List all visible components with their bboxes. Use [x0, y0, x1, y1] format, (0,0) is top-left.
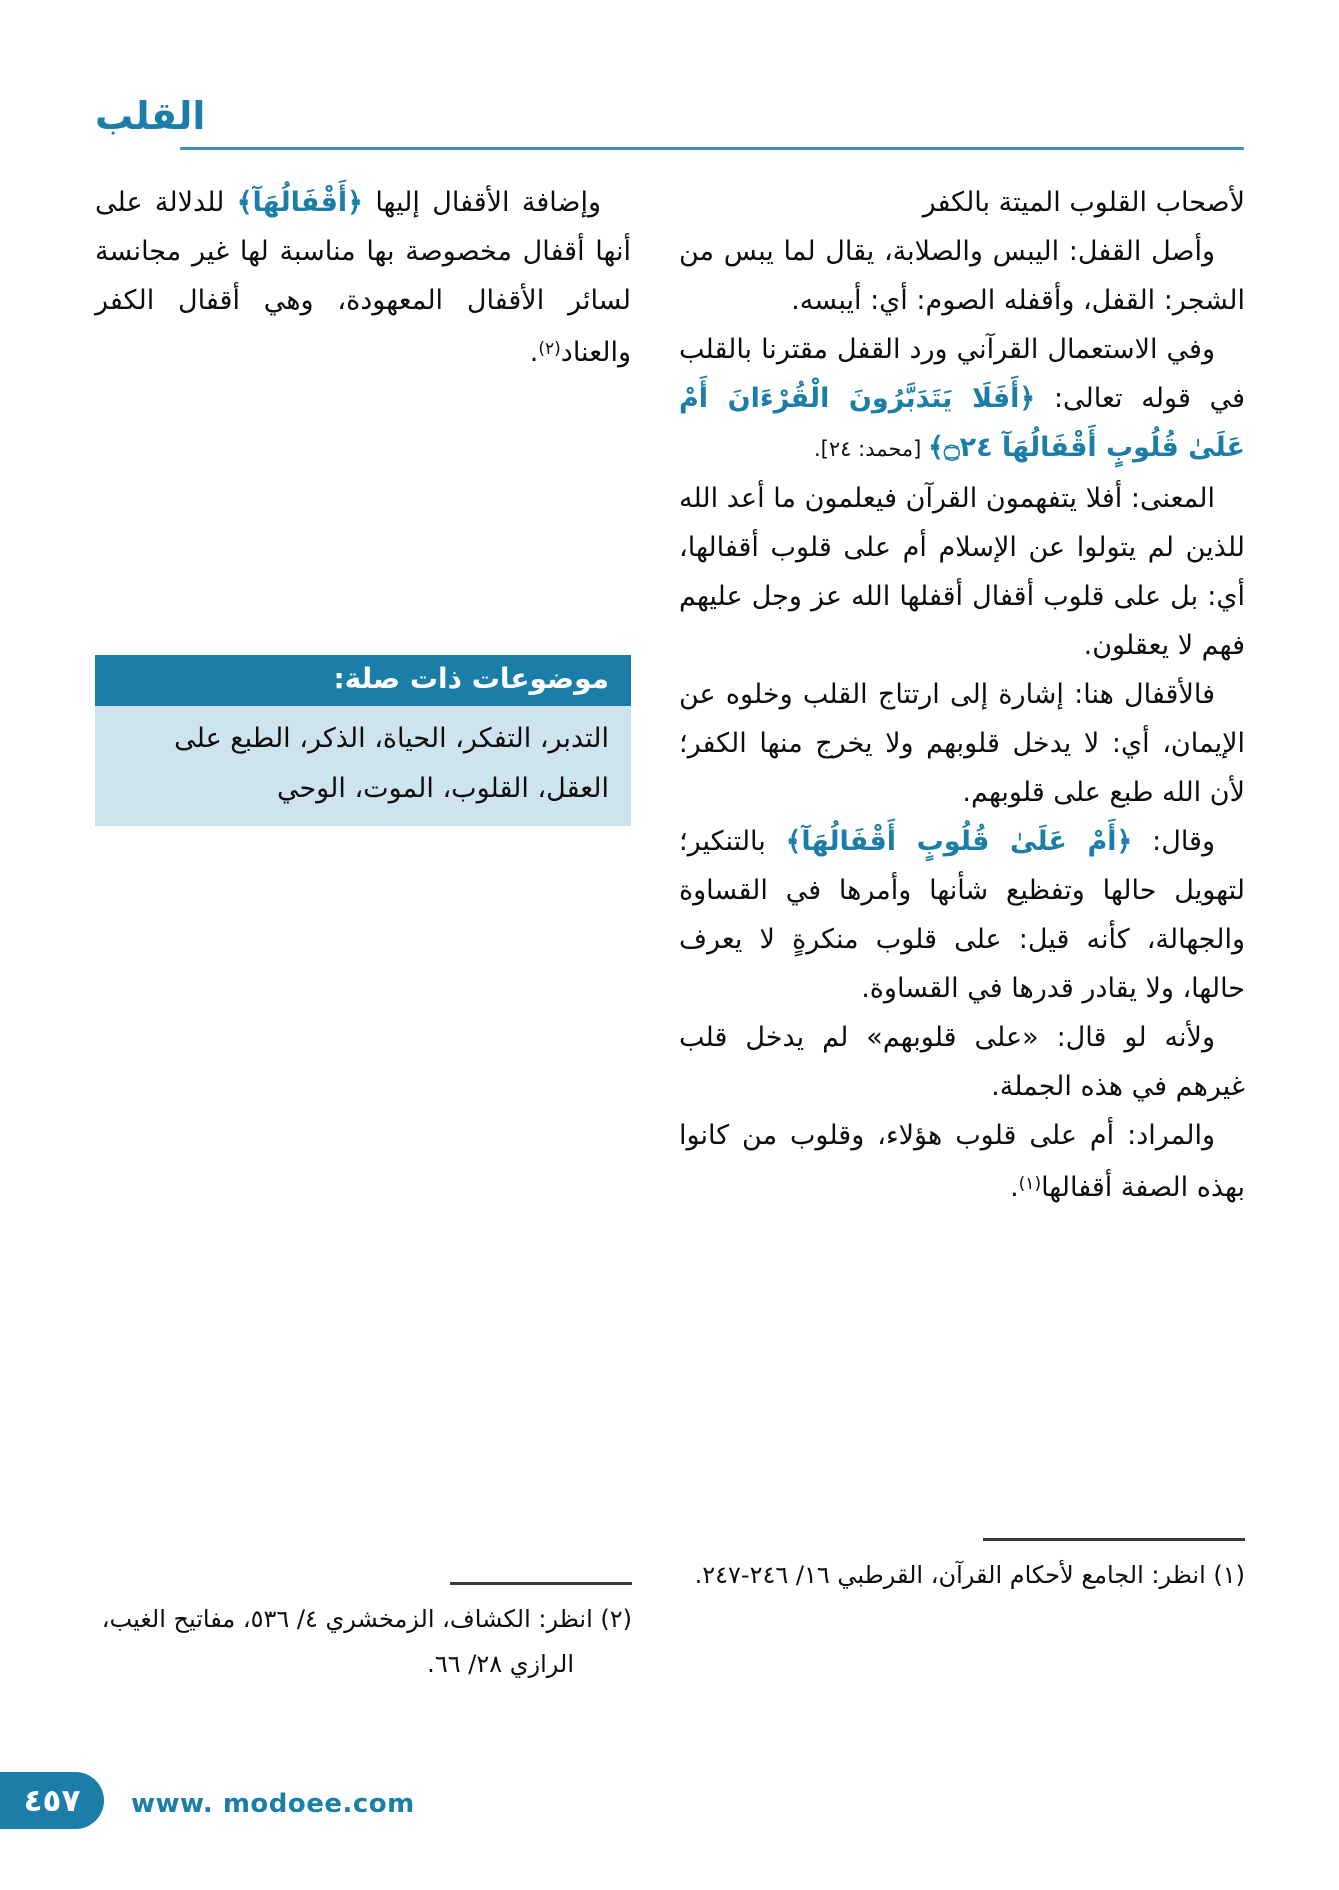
footnote-separator: [450, 1582, 632, 1585]
quran-verse: ﴿أَفَلَا يَتَدَبَّرُونَ الْقُرْءَانَ أَمْ عَلَىٰ قُلُوبٍ أَقْفَالُهَآ ۝٢٤﴾: [679, 383, 1245, 463]
paragraph-text: .: [1010, 1172, 1019, 1203]
quran-verse: ﴿أَمْ عَلَىٰ قُلُوبٍ أَقْفَالُهَآ﴾: [785, 826, 1133, 857]
footnote-marker: (١): [1018, 1174, 1042, 1194]
quran-verse: ﴿أَقْفَالُهَآ﴾: [236, 187, 363, 218]
paragraph-text: للدلالة على أنها أقفال مخصوصة بها مناسبة لها غير مجانسة لسائر الأقفال المعهودة، وهي أقفال الكفر والعناد: [95, 187, 631, 368]
related-topics-header: موضوعات ذات صلة:: [95, 655, 631, 706]
paragraph: وأصل القفل: اليبس والصلابة، يقال لما يبس من الشجر: القفل، وأقفله الصوم: أي: أيبسه.: [679, 236, 1245, 316]
page-number: ٤٥٧: [23, 1782, 81, 1819]
paragraph-text: وإضافة الأقفال إليها: [362, 187, 601, 218]
verse-reference: [محمد: ٢٤].: [814, 437, 929, 461]
footnote-text: (١) انظر: الجامع لأحكام القرآن، القرطبي ١٦/ ٢٤٦-٢٤٧.: [694, 1560, 1245, 1589]
footnote-marker: (٢): [538, 339, 561, 359]
related-topics-body: التدبر، التفكر، الحياة، الذكر، الطبع على العقل، القلوب، الموت، الوحي: [95, 706, 631, 826]
header-rule: [180, 147, 1244, 150]
footnote-separator: [983, 1538, 1245, 1541]
related-topics-box: [95, 655, 631, 826]
main-column: [679, 178, 1245, 1212]
footnote-right: [679, 1538, 1245, 1598]
paragraph: المعنى: أفلا يتفهمون القرآن فيعلمون ما أعد الله للذين لم يتولوا عن الإسلام أم على قلوب أقفالها، أي: بل على قلوب أقفال أقفلها الله عز وجل عليهم فهم لا يعقلون.: [679, 483, 1245, 661]
page-number-tab: [0, 1772, 104, 1829]
footnote-left: [95, 1582, 632, 1687]
paragraph-with-verse: [679, 817, 1245, 1013]
paragraph-text: .: [529, 337, 539, 368]
paragraph: [679, 1111, 1245, 1212]
paragraph-text: بالتنكير؛ لتهويل حالها وتفظيع شأنها وأمرها في القساوة والجهالة، كأنه قيل: على قلوب منكرةٍ لا يعرف حالها، ولا يقادر قدرها في القساوة.: [679, 826, 1245, 1004]
paragraph-with-verse: [679, 325, 1245, 474]
paragraph-with-verse: [95, 178, 631, 377]
website-url: www. modoee.com: [131, 1789, 415, 1819]
paragraph-text: والمراد: أم على قلوب هؤلاء، وقلوب من كانوا بهذه الصفة أقفالها: [679, 1120, 1245, 1203]
paragraph: فالأقفال هنا: إشارة إلى ارتتاج القلب وخلوه عن الإيمان، أي: لا يدخل قلوبهم ولا يخرج منها الكفر؛ لأن الله طبع على قلوبهم.: [679, 679, 1245, 808]
footnote-text: (٢) انظر: الكشاف، الزمخشري ٤/ ٥٣٦، مفاتيح الغيب، الرازي ٢٨/ ٦٦.: [101, 1604, 632, 1678]
paragraph-text: وفي الاستعمال القرآني ورد القفل مقترنا بالقلب في قوله تعالى:: [679, 334, 1245, 414]
paragraph-text: وقال:: [1132, 826, 1216, 857]
paragraph: لأصحاب القلوب الميتة بالكفر: [922, 187, 1245, 218]
side-column: [95, 178, 631, 377]
page-title: القلب: [95, 94, 206, 138]
paragraph: ولأنه لو قال: «على قلوبهم» لم يدخل قلب غيرهم في هذه الجملة.: [679, 1022, 1245, 1102]
